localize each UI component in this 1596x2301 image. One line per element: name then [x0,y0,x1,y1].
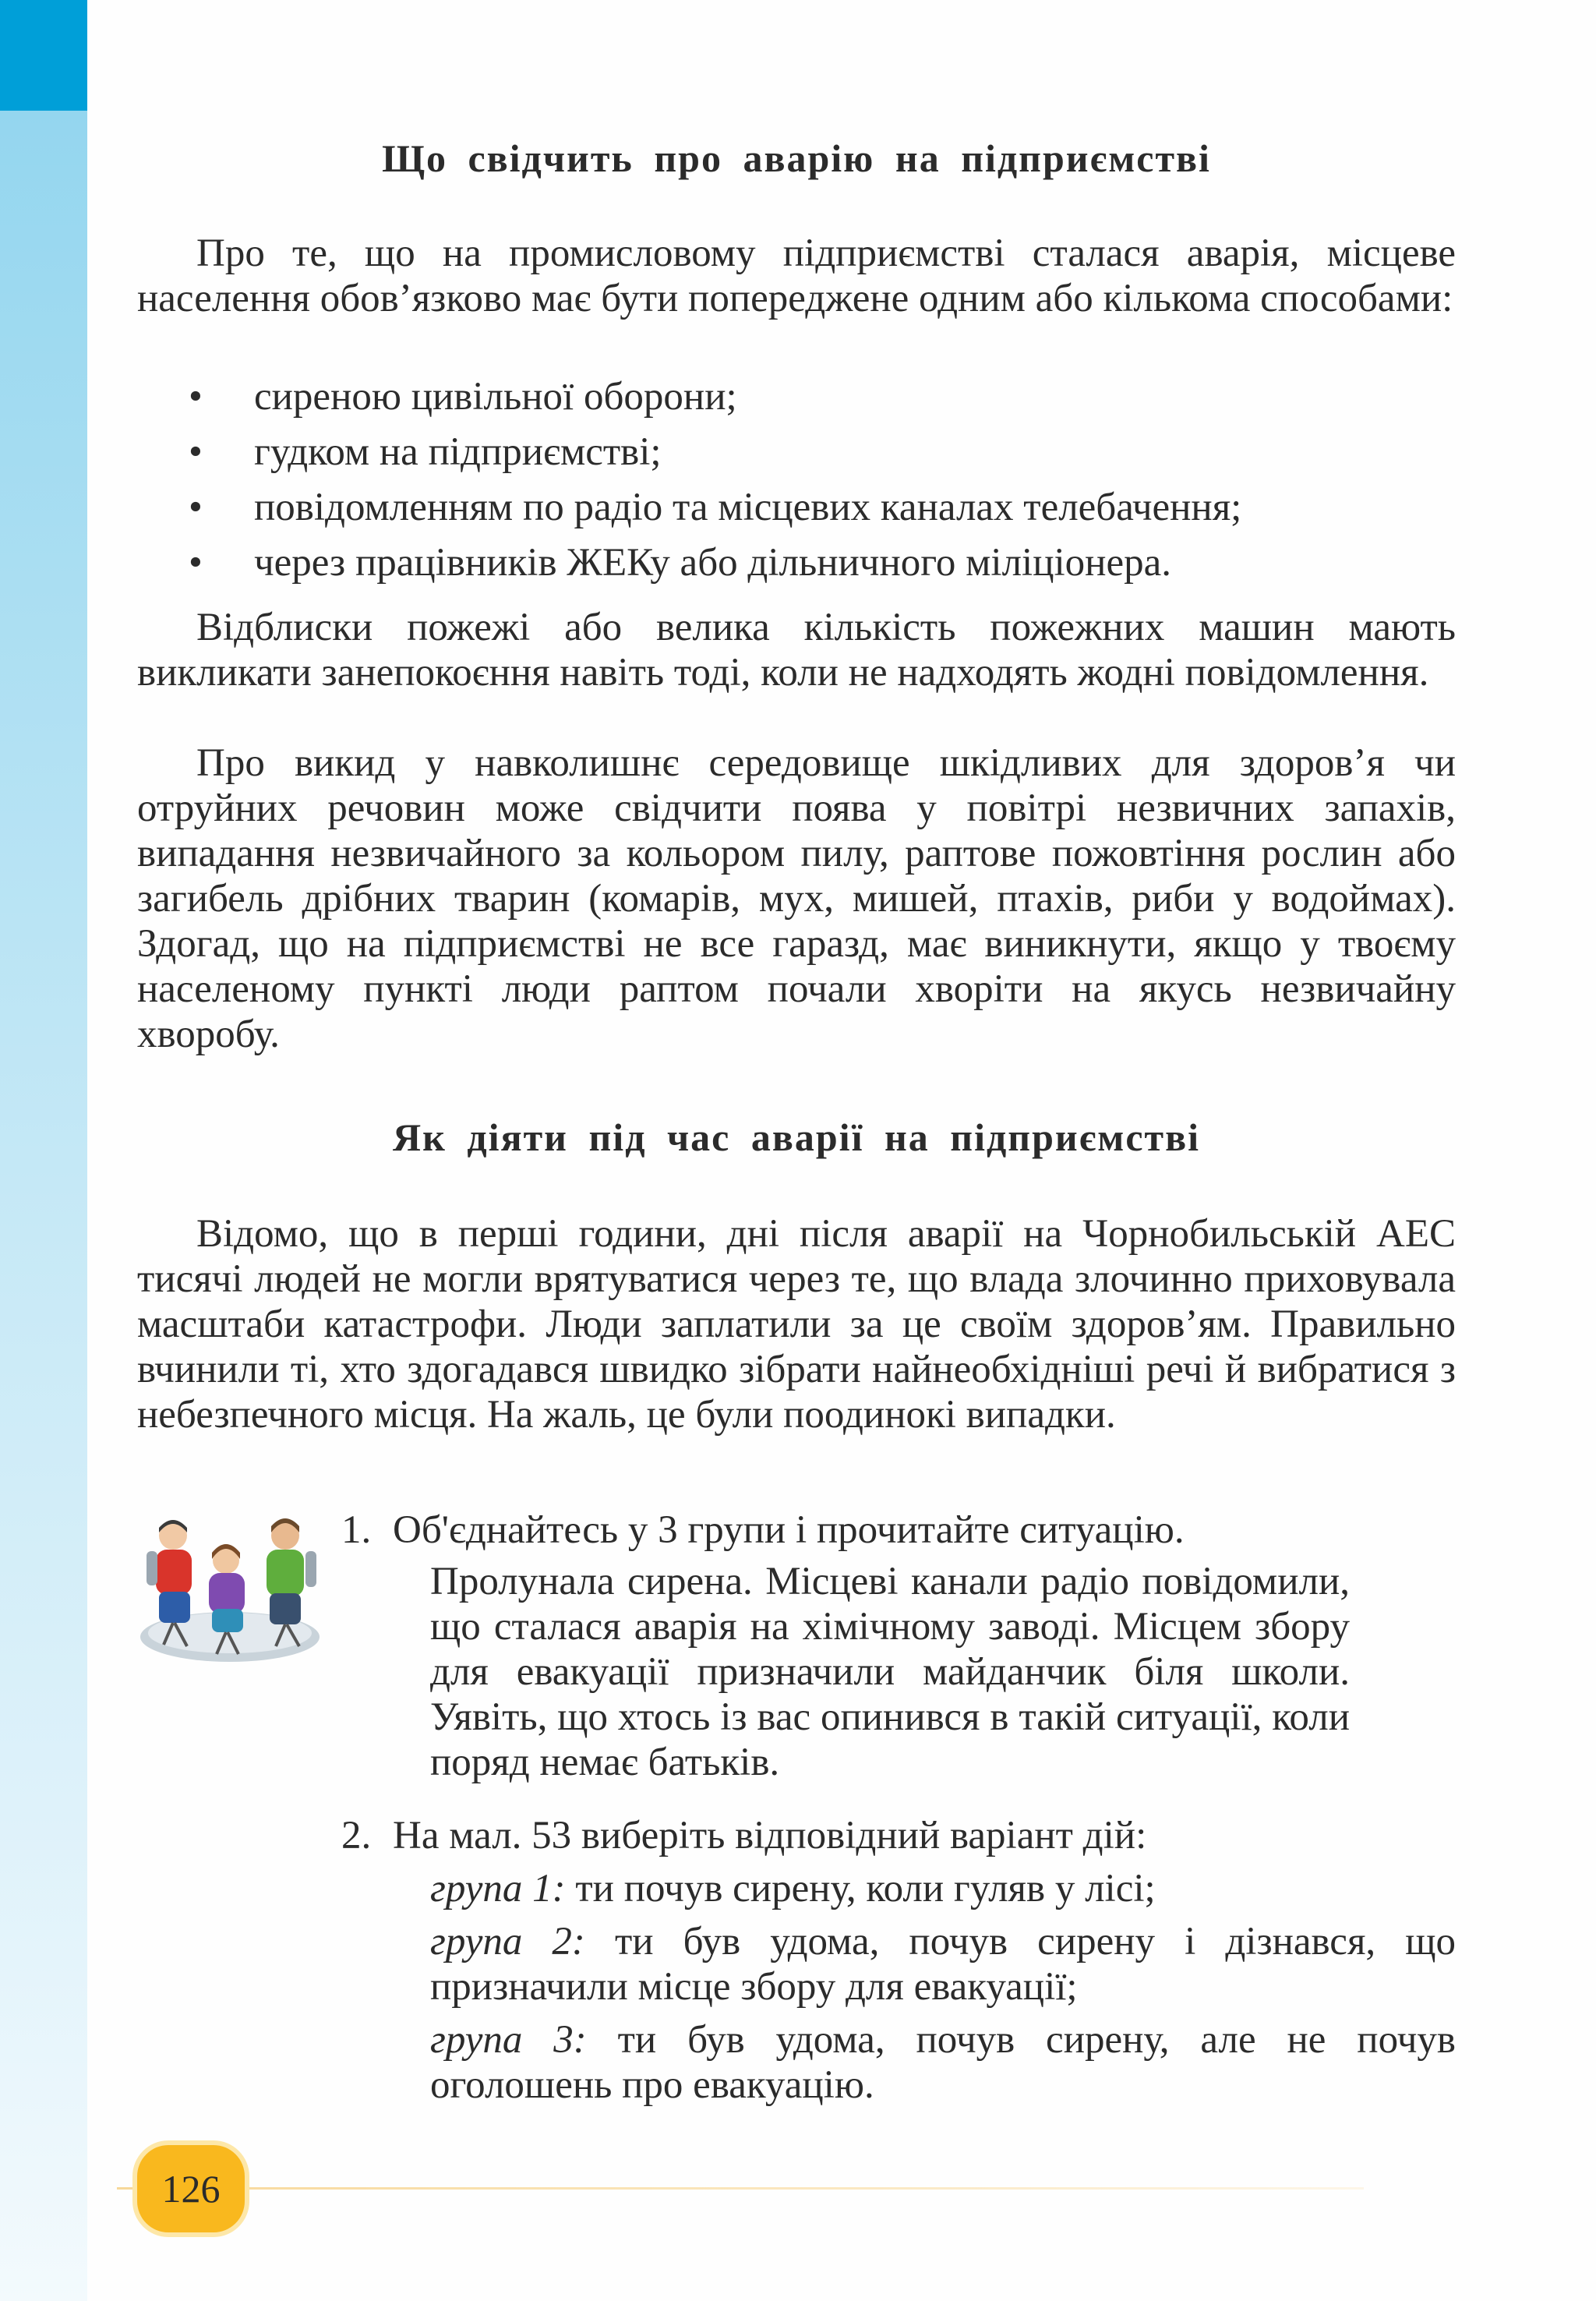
page-number: 126 [137,2145,245,2232]
task-heading: На мал. 53 виберіть відповідний варіант дій: [393,1814,1147,1857]
list-item: • сиреною цивільної оборони; [137,369,1456,425]
side-color-bar [0,0,87,2301]
chernobyl-paragraph: Відомо, що в перші години, дні після аварії на Чорнобильській АЕС тисячі людей не могли врятуватися через те, що влада злочинно приховувала масштаби катастрофи. Люди заплатили за це своїм здоров’ям. Правильно вчинили ті, хто здогадався швидко зібрати найнеобхідніші речі й вибратися з небезпечного місця. На жаль, це були поодинокі випадки. [137,1212,1456,1437]
bullet-icon: • [189,486,203,529]
list-item: • через працівників ЖЕКу або дільничного міліціонера. [137,535,1456,591]
emission-signs-paragraph: Про викид у навколишнє середовище шкідливих для здоров’я чи отруйних речовин може свідчити поява у повітрі незвичних запахів, випадання незвичайного за кольором пилу, раптове пожовтіння рослин або загибель дрібних тварин (комарів, мух, мишей, птахів, риби у водоймах). Здогад, що на підприємстві не все гаразд, має виникнути, якщо у твоєму населеному пункті люди раптом почали хворіти на якусь незвичайну хворобу. [137,741,1456,1056]
group-option: група 3: ти був удома, почув сирену, але не почув оголошень про евакуацію. [430,2018,1456,2107]
section-title-actions: Як діяти під час аварії на підприємстві [392,1115,1201,1159]
group-option: група 1: ти почув сирену, коли гуляв у лісі; [430,1867,1156,1910]
bullet-icon: • [189,541,203,585]
list-item: • повідомленням по радіо та місцевих каналах телебачення; [137,480,1456,535]
group-discussion-icon [132,1504,327,1668]
list-item: • гудком на підприємстві; [137,425,1456,480]
group-option: група 2: ти був удома, почув сирену і дізнався, що призначили місце збору для евакуації; [430,1920,1456,2009]
footer-divider [117,2187,1364,2190]
task-number: 2. [341,1814,372,1857]
intro-paragraph: Про те, що на промисловому підприємстві сталася аварія, місцеве населення обов’язково має бути попереджене одним або кількома способами: [137,232,1456,320]
task-1 [341,1507,1456,1785]
fire-signs-paragraph: Відблиски пожежі або велика кількість пожежних машин мають викликати занепокоєння навіть тоді, коли не надходять жодні повідомлення. [137,606,1456,695]
section-title-signs: Що свідчить про аварію на підприємстві [382,136,1211,180]
task-number: 1. [341,1508,372,1552]
warning-methods-list [137,369,1456,591]
bullet-icon: • [189,430,203,474]
task-heading: Об'єднайтесь у 3 групи і прочитайте ситуацію. [393,1508,1185,1552]
bullet-icon: • [189,375,203,419]
side-color-bar-accent [0,0,87,111]
task-2 [341,1813,1456,2108]
task-situation: Пролунала сирена. Місцеві канали радіо повідомили, що сталася аварія на хімічному заводі. Місцем збору для евакуації призначили майданчик біля школи. Уявіть, що хтось із вас опинився в такій ситуації, коли поряд немає батьків. [430,1560,1350,1784]
